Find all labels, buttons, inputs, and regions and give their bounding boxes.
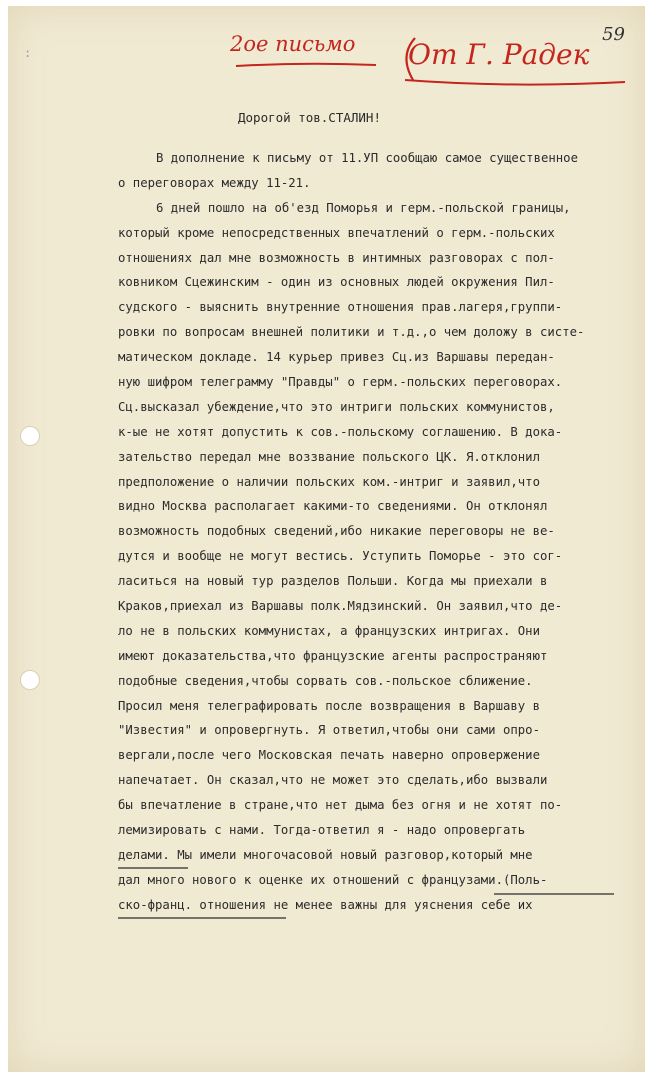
text-line: В дополнение к письму от 11.УП сообщаю самое существенное (156, 151, 578, 165)
punch-hole (20, 670, 40, 690)
text-line: ную шифром телеграмму "Правды" о герм.-польских переговорах. (118, 375, 563, 390)
text-line: дутся и вообще не могут вестись. Уступить Поморье - это сог- (118, 549, 563, 564)
text-line: ковником Сцежинским - один из основных людей окружения Пил- (118, 275, 555, 290)
annotation-second-letter: 2ое письмо (230, 32, 356, 56)
text-line: о переговорах между 11-21. (118, 175, 311, 190)
text-line: 6 дней пошло на об'езд Поморья и герм.-польской границы, (156, 200, 571, 215)
text-line: подобные сведения,чтобы сорвать сов.-польское сближение. (118, 673, 533, 688)
annotation-author-underline (403, 76, 628, 88)
text-line: ровки по вопросам внешней политики и т.д.,о чем доложу в систе- (118, 325, 585, 340)
document-page (8, 6, 645, 1072)
text-line: дал много нового к оценке их отношений с французами.(Поль- (118, 872, 548, 887)
text-line: лемизировать с нами. Тогда-ответил я - надо опровергать (118, 823, 526, 838)
text-line: делами. Мы имели многочасовой новый разговор,который мне (118, 847, 533, 862)
annotation-author: От Г. Радек (408, 38, 590, 71)
text-line: Краков,приехал из Варшавы полк.Мядзинский. Он заявил,что де- (118, 599, 563, 614)
handwritten-underlines (116, 860, 616, 940)
page-number: 59 (602, 24, 625, 45)
salutation: Дорогой тов.СТАЛИН! (238, 110, 381, 125)
text-line: предположение о наличии польских ком.-интриг и заявил,что (118, 474, 540, 489)
text-line: Просил меня телеграфировать после возвращения в Варшаву в (118, 698, 540, 713)
punch-hole (20, 426, 40, 446)
text-line: к-ые не хотят допустить к сов.-польскому соглашению. В дока- (118, 424, 563, 439)
text-line: ско-франц. отношения не менее важны для уяснения себе их (118, 897, 533, 912)
text-line: бы впечатление в стране,что нет дыма без огня и не хотят по- (118, 798, 563, 813)
text-line: возможность подобных сведений,ибо никакие переговоры не ве- (118, 524, 555, 539)
text-line: матическом докладе. 14 курьер привез Сц.из Варшавы передан- (118, 350, 555, 365)
text-line: зательство передал мне воззвание польского ЦК. Я.отклонил (118, 449, 540, 464)
text-line: напечатает. Он сказал,что не может это сделать,ибо вызвали (118, 773, 548, 788)
text-line: видно Москва располагает какими-то сведениями. Он отклонял (118, 499, 548, 514)
text-line: отношениях дал мне возможность в интимных разговорах с пол- (118, 250, 555, 265)
text-line: Сц.высказал убеждение,что это интриги польских коммунистов, (118, 399, 555, 414)
annotation-underline (234, 60, 379, 70)
letter-body (118, 146, 638, 918)
text-line: имеют доказательства,что французские агенты распространяют (118, 648, 548, 663)
text-line: вергали,после чего Московская печать наверно опровержение (118, 748, 540, 763)
text-line: "Известия" и опровергнуть. Я ответил,чтобы они сами опро- (118, 723, 540, 738)
text-line: ласиться на новый тур разделов Польши. Когда мы приехали в (118, 574, 548, 589)
text-line: ло не в польских коммунистах, а французских интригах. Они (118, 623, 540, 638)
text-line: судского - выяснить внутренние отношения прав.лагеря,группи- (118, 300, 563, 315)
text-line: который кроме непосредственных впечатлений о герм.-польских (118, 225, 555, 240)
margin-mark: : (24, 46, 32, 60)
